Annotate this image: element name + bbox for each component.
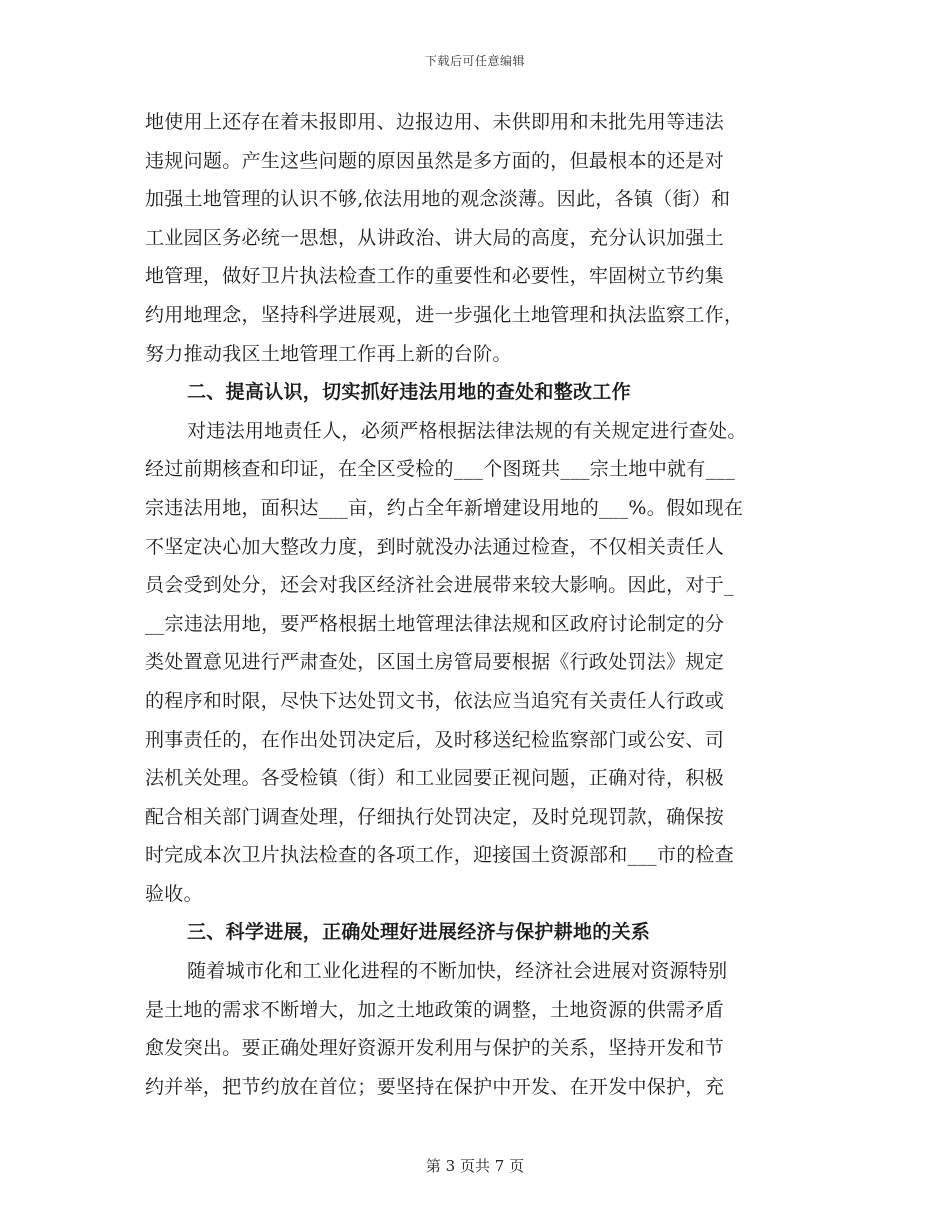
text-line: 地使用上还存在着未报即用、边报边用、未供即用和未批先用等违法 (145, 111, 725, 133)
text-line: 违规问题。产生这些问题的原因虽然是多方面的，但最根本的还是对 (145, 149, 725, 172)
text-line: 宗违法用地，面积达___亩，约占全年新增建设用地的___%。假如现在 (145, 496, 744, 519)
text-line: 愈发突出。要正确处理好资源开发利用与保护的关系，坚持开发和节 (145, 1037, 725, 1060)
section-heading-3: 三、科学进展，正确处理好进展经济与保护耕地的关系 (187, 921, 651, 944)
text-line: 对违法用地责任人，必须严格根据法律法规的有关规定进行查处。 (187, 419, 747, 442)
text-line: 员会受到处分，还会对我区经济社会进展带来较大影响。因此，对于_ (145, 574, 734, 597)
text-line: 配合相关部门调查处理，仔细执行处罚决定，及时兑现罚款，确保按 (145, 805, 725, 828)
text-line: 法机关处理。各受检镇（街）和工业园要正视问题，正确对待，积极 (145, 767, 725, 790)
text-line: 约用地理念，坚持科学进展观，进一步强化土地管理和执法监察工作， (145, 303, 744, 326)
text-line: 约并举，把节约放在首位；要坚持在保护中开发、在开发中保护，充 (145, 1075, 725, 1098)
text-line: 地管理，做好卫片执法检查工作的重要性和必要性，牢固树立节约集 (145, 265, 725, 288)
text-line: 努力推动我区土地管理工作再上新的台阶。 (145, 342, 512, 365)
text-line: 刑事责任的，在作出处罚决定后，及时移送纪检监察部门或公安、司 (145, 728, 725, 751)
text-line: 加强土地管理的认识不够,依法用地的观念淡薄。因此，各镇（街）和 (145, 188, 731, 211)
text-line: 验收。 (145, 882, 203, 905)
text-line: 时完成本次卫片执法检查的各项工作，迎接国土资源部和___市的检查 (145, 844, 735, 867)
text-line: 不坚定决心加大整改力度，到时就没办法通过检查，不仅相关责任人 (145, 535, 725, 558)
section-heading-2: 二、提高认识，切实抓好违法用地的查处和整改工作 (187, 381, 631, 404)
body-text (145, 103, 810, 1106)
text-line: 是土地的需求不断增大，加之土地政策的调整，土地资源的供需矛盾 (145, 998, 725, 1021)
text-line: 类处置意见进行严肃查处，区国土房管局要根据《行政处罚法》规定 (145, 651, 725, 674)
text-line: 随着城市化和工业化进程的不断加快，经济社会进展对资源特别 (187, 960, 728, 983)
text-line: __宗违法用地，要严格根据土地管理法律法规和区政府讨论制定的分 (145, 612, 725, 635)
page-number: 第 3 页共 7 页 (425, 1157, 525, 1175)
text-line: 的程序和时限，尽快下达处罚文书，依法应当追究有关责任人行政或 (145, 689, 725, 712)
text-line: 经过前期核查和印证，在全区受检的___个图斑共___宗土地中就有___ (145, 458, 736, 481)
text-line: 工业园区务必统一思想，从讲政治、讲大局的高度，充分认识加强土 (145, 226, 725, 249)
header-note: 下载后可任意编辑 (424, 54, 525, 68)
